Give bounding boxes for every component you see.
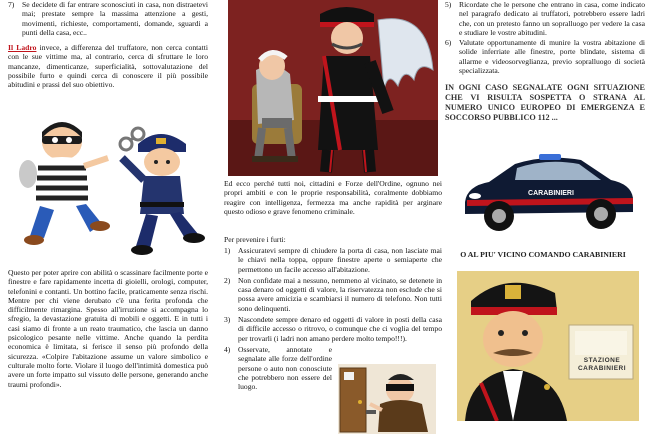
thief-cartoon-icon [19, 122, 110, 245]
prevention-item-1 [224, 246, 442, 274]
item-text: Valutate opportunamente di munire la vostra abitazione di solide inferriate alle finestre, porte blindate, sistema di allarme e videosorveglianza, previo sopralluogo di società specializzata. [459, 38, 645, 76]
carabinieri-car-illustration [455, 140, 639, 238]
burglar-icon [370, 374, 428, 432]
carabiniere-portrait-illustration [457, 271, 639, 421]
item-text: Nascondete sempre denaro ed oggetti di valore in posti della casa di difficile accesso o ritrovo, o comunque che ci voglia del tempo per trovarli (i ladri non amano perdere molto tempo!!!). [238, 315, 442, 343]
left-column [8, 0, 208, 437]
car-livery-text: CARABINIERI [528, 190, 574, 197]
middle-column [222, 0, 444, 437]
item-number: 6) [445, 38, 452, 48]
tip-5 [445, 0, 645, 37]
prevent-heading: Per prevenire i furti: [224, 235, 286, 244]
cartoon-burglar-at-door [338, 364, 436, 434]
item-number: 2) [224, 275, 231, 285]
car-caption: O AL PIU' VICINO COMANDO CARABINIERI [460, 250, 626, 259]
item-text: Non confidate mai a nessuno, nemmeno al vicinato, se detenete in casa denaro od oggetti di valore, la riservatezza non esclude che si possa avere amicizia e scambiarsi il numero di telefono. Non tutti sono delinquenti. [238, 275, 442, 313]
thief-consequences: Questo per poter aprire con abilità o scassinare facilmente porte e finestre e fare rapidamente incetta di gioielli, orologi, computer, telefonini e contanti. Un bottino facile, praticamente senza rischi. Mentre per chi viene derubato c'è una ferita profonda che difficilmente rimarginа. Spesso all'irruzione si accompagna lo sfregio, la devastazione gratuita di mobili e oggetti. E in tutti i casi siamo di fronte a un reato traumatico, che lascia un danno psicologico pesante nelle vittime. Anche quando la perdita economica è limitata, si ferisce il senso più profondo della sicurezza. «Colpire l'abitazione assume un valore simbolico e culturale molto forte. Violare il luogo dell'intimità domestica può avere un forte impatto sul vissuto delle persone, generando anche traumi profondi». [8, 268, 208, 389]
prevention-item-2 [224, 276, 442, 313]
item-text: Ricordate che le persone che entrano in casa, come indicato nel paragrafo dedicato ai truffatori, potrebbero essere ladri che, con un pretesto fanno un sopralluogo per vedere la casa e studiare le vostre abitudini. [459, 0, 645, 37]
cartoon-thief-police-chase [10, 118, 206, 258]
item-text: Osservate, annotate e segnalate alle forze dell'ordine persone o auto non conosciute che potrebbero non essere del luogo. [238, 344, 332, 392]
thief-heading: Il Ladro [8, 43, 37, 53]
police-cartoon-icon [122, 134, 205, 255]
right-column [445, 0, 645, 437]
tip-7-number: 7) [8, 0, 15, 9]
item-number: 1) [224, 246, 231, 255]
item-number: 4) [224, 344, 231, 354]
thief-text: invece, a differenza del truffatore, non cerca contatti con le sue vittime ma, al contrario, cerca di sfruttare le loro mancanze, dimenticanze, superficialità, sottovalutazione del possibile furto e quindi cerca di conoscere il più possibile abitudini e prassi del suo obiettivo. [8, 43, 208, 90]
tip-6 [445, 38, 645, 75]
prevention-item-4 [224, 345, 332, 391]
intro-paragraph: Ed ecco perché tutti noi, cittadini e Forze dell'Ordine, ognuno nei propri ambiti e con le proprie responsabilità, coralmente dobbiamo reagire con intelligenza, fermezza ma anche rapidità per arginare questo odioso e grave fenomeno criminale. [224, 179, 442, 216]
station-sign: STAZIONE CARABINIERI [577, 357, 627, 372]
prevention-item-3 [224, 315, 442, 343]
illustration-carabiniere-with-elderly [228, 0, 438, 176]
item-number: 3) [224, 315, 231, 325]
tip-7 [8, 0, 208, 37]
item-number: 5) [445, 0, 452, 9]
thief-paragraph [8, 43, 208, 89]
emergency-112-notice: IN OGNI CASO SEGNALATE OGNI SITUAZIONE CHE VI RISULTA SOSPETTA O STRANA AL NUMERO UNICO EUROPEO DI EMERGENZA E SOCCORSO PUBBLICO 112 ... [445, 83, 645, 122]
item-text: Assicuratevi sempre di chiudere la porta di casa, non lasciate mai le chiavi nella toppa, oppure finestre aperte o semiaperte che permettono un facile accesso all'abitazione. [238, 246, 442, 274]
tip-7-text: Se decidete di far entrare sconosciuti in casa, non distraetevi mai; prestate sempre la massima attenzione a gesti, movimenti, richieste, comportamenti, domande, sguardi a punti della casa, ecc.. [22, 0, 208, 37]
